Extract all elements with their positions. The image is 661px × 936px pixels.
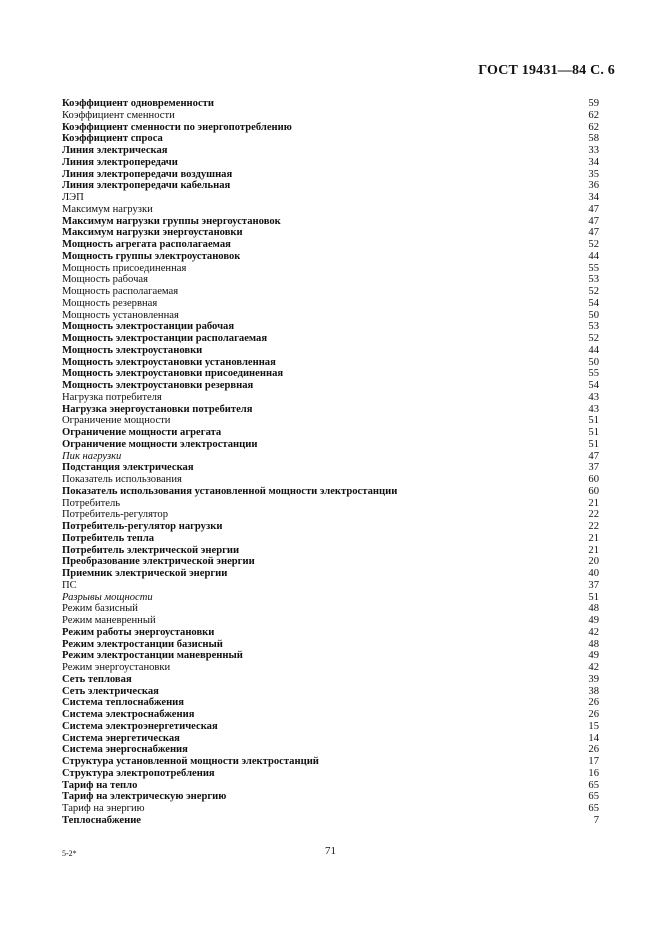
term-index xyxy=(62,98,599,827)
index-entry xyxy=(62,686,599,698)
index-term: Система энергоснабжения xyxy=(62,744,188,756)
index-page-ref: 7 xyxy=(593,814,599,826)
index-page-ref: 48 xyxy=(588,638,599,650)
index-term: ПС xyxy=(62,579,77,591)
index-entry xyxy=(62,345,599,357)
index-term: Нагрузка энергоустановки потребителя xyxy=(62,403,253,415)
index-page-ref: 59 xyxy=(588,98,599,109)
index-entry xyxy=(62,274,599,286)
index-term: Коэффициент одновременности xyxy=(62,98,214,109)
index-page-ref: 60 xyxy=(588,485,599,497)
index-page-ref: 22 xyxy=(588,521,599,532)
index-page-ref: 55 xyxy=(588,262,599,274)
index-page-ref: 42 xyxy=(588,662,599,673)
index-page-ref: 26 xyxy=(588,697,599,709)
index-term: Линия электропередачи кабельная xyxy=(62,180,231,192)
index-term: Мощность резервная xyxy=(62,297,158,309)
index-entry xyxy=(62,357,599,369)
index-page-ref: 42 xyxy=(588,626,599,638)
index-entry xyxy=(62,310,599,322)
index-entry xyxy=(62,780,599,792)
index-entry xyxy=(62,697,599,709)
index-entry xyxy=(62,744,599,756)
index-entry xyxy=(62,721,599,733)
index-entry xyxy=(62,639,599,651)
index-entry xyxy=(62,521,599,533)
footer-signature: 5-2* xyxy=(62,849,77,858)
index-term: Система теплоснабжения xyxy=(62,697,185,709)
index-entry xyxy=(62,227,599,239)
index-page-ref: 49 xyxy=(588,615,599,626)
index-page-ref: 39 xyxy=(588,673,599,685)
index-page-ref: 21 xyxy=(588,497,599,509)
index-entry xyxy=(62,650,599,662)
index-term: Режим электростанции базисный xyxy=(62,638,223,650)
index-entry xyxy=(62,427,599,439)
index-page-ref: 26 xyxy=(588,744,599,756)
index-page-ref: 34 xyxy=(588,192,599,203)
index-term: Пик нагрузки xyxy=(62,450,122,462)
index-term: Система электроэнергетическая xyxy=(62,720,218,732)
index-entry xyxy=(62,251,599,263)
index-term: Мощность электроустановки xyxy=(62,344,203,356)
index-entry xyxy=(62,380,599,392)
index-term: Потребитель xyxy=(62,497,121,509)
index-entry xyxy=(62,756,599,768)
index-term: Тариф на тепло xyxy=(62,779,138,791)
index-entry xyxy=(62,216,599,228)
index-page-ref: 52 xyxy=(588,239,599,250)
index-page-ref: 40 xyxy=(588,568,599,579)
index-page-ref: 51 xyxy=(588,427,599,438)
index-page-ref: 26 xyxy=(588,709,599,720)
index-page-ref: 47 xyxy=(588,215,599,227)
index-term: Режим маневренный xyxy=(62,615,156,626)
index-term: Мощность рабочая xyxy=(62,274,148,286)
index-entry xyxy=(62,474,599,486)
index-term: Теплоснабжение xyxy=(62,814,141,826)
index-page-ref: 33 xyxy=(588,145,599,156)
index-term: Мощность агрегата располагаемая xyxy=(62,239,231,250)
index-term: Система электроснабжения xyxy=(62,709,195,720)
index-page-ref: 35 xyxy=(588,168,599,180)
index-page-ref: 14 xyxy=(588,732,599,744)
index-page-ref: 44 xyxy=(588,344,599,356)
page-number: 71 xyxy=(325,845,336,857)
index-page-ref: 17 xyxy=(588,756,599,767)
index-entry xyxy=(62,263,599,275)
index-term: Мощность электростанции рабочая xyxy=(62,321,235,333)
index-page-ref: 62 xyxy=(588,121,599,133)
index-page-ref: 44 xyxy=(588,250,599,262)
index-entry xyxy=(62,180,599,192)
index-page-ref: 16 xyxy=(588,767,599,779)
index-term: Показатель использования xyxy=(62,474,182,485)
index-term: Режим электростанции маневренный xyxy=(62,650,243,662)
index-term: Система энергетическая xyxy=(62,732,180,744)
index-term: Тариф на электрическую энергию xyxy=(62,791,227,803)
index-entry xyxy=(62,462,599,474)
index-page-ref: 53 xyxy=(588,321,599,333)
index-page-ref: 37 xyxy=(588,462,599,474)
index-entry xyxy=(62,110,599,122)
index-term: Максимум нагрузки xyxy=(62,203,153,215)
index-term: Показатель использования установленной мощности электростанции xyxy=(62,485,398,497)
index-term: Мощность электроустановки присоединенная xyxy=(62,368,284,380)
index-entry xyxy=(62,768,599,780)
index-term: Структура установленной мощности электростанций xyxy=(62,756,319,767)
index-term: Тариф на энергию xyxy=(62,803,145,814)
index-entry xyxy=(62,157,599,169)
index-entry xyxy=(62,674,599,686)
index-entry xyxy=(62,439,599,451)
index-page-ref: 53 xyxy=(588,274,599,286)
index-entry xyxy=(62,404,599,416)
index-page-ref: 50 xyxy=(588,356,599,368)
index-page-ref: 54 xyxy=(588,380,599,391)
index-page-ref: 47 xyxy=(588,227,599,239)
index-entry xyxy=(62,803,599,815)
index-entry xyxy=(62,498,599,510)
index-entry xyxy=(62,791,599,803)
index-term: Преобразование электрической энергии xyxy=(62,556,255,568)
index-entry xyxy=(62,815,599,827)
index-term: Мощность электроустановки установленная xyxy=(62,356,276,368)
index-page-ref: 52 xyxy=(588,333,599,344)
index-term: Линия электропередачи воздушная xyxy=(62,168,233,180)
index-term: Мощность электроустановки резервная xyxy=(62,380,254,391)
index-page-ref: 48 xyxy=(588,603,599,615)
index-entry xyxy=(62,333,599,345)
index-entry xyxy=(62,368,599,380)
index-page-ref: 51 xyxy=(588,438,599,450)
index-page-ref: 34 xyxy=(588,156,599,168)
index-entry xyxy=(62,192,599,204)
index-entry xyxy=(62,415,599,427)
index-term: Потребитель-регулятор xyxy=(62,509,169,521)
index-term: Сеть тепловая xyxy=(62,673,132,685)
index-entry xyxy=(62,556,599,568)
index-term: ЛЭП xyxy=(62,192,84,203)
index-entry xyxy=(62,451,599,463)
index-entry xyxy=(62,509,599,521)
index-term: Ограничение мощности агрегата xyxy=(62,427,222,438)
index-entry xyxy=(62,545,599,557)
index-term: Мощность электростанции располагаемая xyxy=(62,333,268,344)
index-entry xyxy=(62,603,599,615)
index-term: Коэффициент спроса xyxy=(62,133,163,145)
index-entry xyxy=(62,321,599,333)
index-entry xyxy=(62,733,599,745)
index-term: Режим работы энергоустановки xyxy=(62,626,215,638)
index-page-ref: 43 xyxy=(588,391,599,403)
index-page-ref: 47 xyxy=(588,203,599,215)
index-term: Максимум нагрузки энергоустановки xyxy=(62,227,243,239)
index-entry xyxy=(62,133,599,145)
index-term: Структура электропотребления xyxy=(62,767,215,779)
index-page-ref: 37 xyxy=(588,579,599,591)
index-term: Ограничение мощности электростанции xyxy=(62,438,258,450)
index-entry xyxy=(62,204,599,216)
index-page-ref: 52 xyxy=(588,286,599,297)
index-term: Мощность установленная xyxy=(62,309,179,321)
index-page-ref: 65 xyxy=(588,791,599,803)
index-entry xyxy=(62,486,599,498)
index-term: Приемник электрической энергии xyxy=(62,568,228,579)
index-term: Коэффициент сменности по энергопотреблению xyxy=(62,121,292,133)
index-entry xyxy=(62,568,599,580)
index-entry xyxy=(62,98,599,110)
index-entry xyxy=(62,627,599,639)
index-term: Сеть электрическая xyxy=(62,685,159,697)
index-term: Режим энергоустановки xyxy=(62,662,171,673)
index-term: Максимум нагрузки группы энергоустановок xyxy=(62,215,281,227)
index-page-ref: 65 xyxy=(588,779,599,791)
index-page-ref: 54 xyxy=(588,297,599,309)
index-page-ref: 62 xyxy=(588,109,599,121)
index-term: Подстанция электрическая xyxy=(62,462,194,474)
index-entry xyxy=(62,239,599,251)
index-page-ref: 50 xyxy=(588,309,599,321)
index-term: Нагрузка потребителя xyxy=(62,391,162,403)
index-term: Ограничение мощности xyxy=(62,415,171,427)
index-entry xyxy=(62,392,599,404)
index-page-ref: 21 xyxy=(588,532,599,544)
index-page-ref: 20 xyxy=(588,556,599,568)
index-page-ref: 58 xyxy=(588,133,599,145)
index-entry xyxy=(62,662,599,674)
index-page-ref: 49 xyxy=(588,650,599,662)
index-page-ref: 60 xyxy=(588,474,599,485)
index-entry xyxy=(62,592,599,604)
index-page-ref: 36 xyxy=(588,180,599,192)
index-term: Режим базисный xyxy=(62,603,138,615)
index-page-ref: 51 xyxy=(588,415,599,427)
index-page-ref: 15 xyxy=(588,720,599,732)
index-entry xyxy=(62,145,599,157)
index-term: Потребитель электрической энергии xyxy=(62,544,240,556)
index-page-ref: 51 xyxy=(588,591,599,603)
index-term: Разрывы мощности xyxy=(62,591,153,603)
index-entry xyxy=(62,169,599,181)
index-term: Мощность присоединенная xyxy=(62,262,187,274)
index-term: Линия электрическая xyxy=(62,145,168,156)
index-page-ref: 55 xyxy=(588,368,599,380)
index-page-ref: 65 xyxy=(588,803,599,814)
index-entry xyxy=(62,615,599,627)
index-term: Мощность располагаемая xyxy=(62,286,179,297)
page-header: ГОСТ 19431—84 С. 6 xyxy=(478,63,615,78)
index-entry xyxy=(62,709,599,721)
index-page-ref: 38 xyxy=(588,685,599,697)
index-page-ref: 47 xyxy=(588,450,599,462)
index-entry xyxy=(62,122,599,134)
index-entry xyxy=(62,286,599,298)
index-entry xyxy=(62,298,599,310)
index-page-ref: 43 xyxy=(588,403,599,415)
index-term: Потребитель тепла xyxy=(62,532,155,544)
index-entry xyxy=(62,580,599,592)
index-page-ref: 21 xyxy=(588,544,599,556)
index-entry xyxy=(62,533,599,545)
index-term: Потребитель-регулятор нагрузки xyxy=(62,521,223,532)
index-term: Коэффициент сменности xyxy=(62,109,175,121)
index-page-ref: 22 xyxy=(588,509,599,521)
index-term: Мощность группы электроустановок xyxy=(62,250,241,262)
index-term: Линия электропередачи xyxy=(62,156,178,168)
